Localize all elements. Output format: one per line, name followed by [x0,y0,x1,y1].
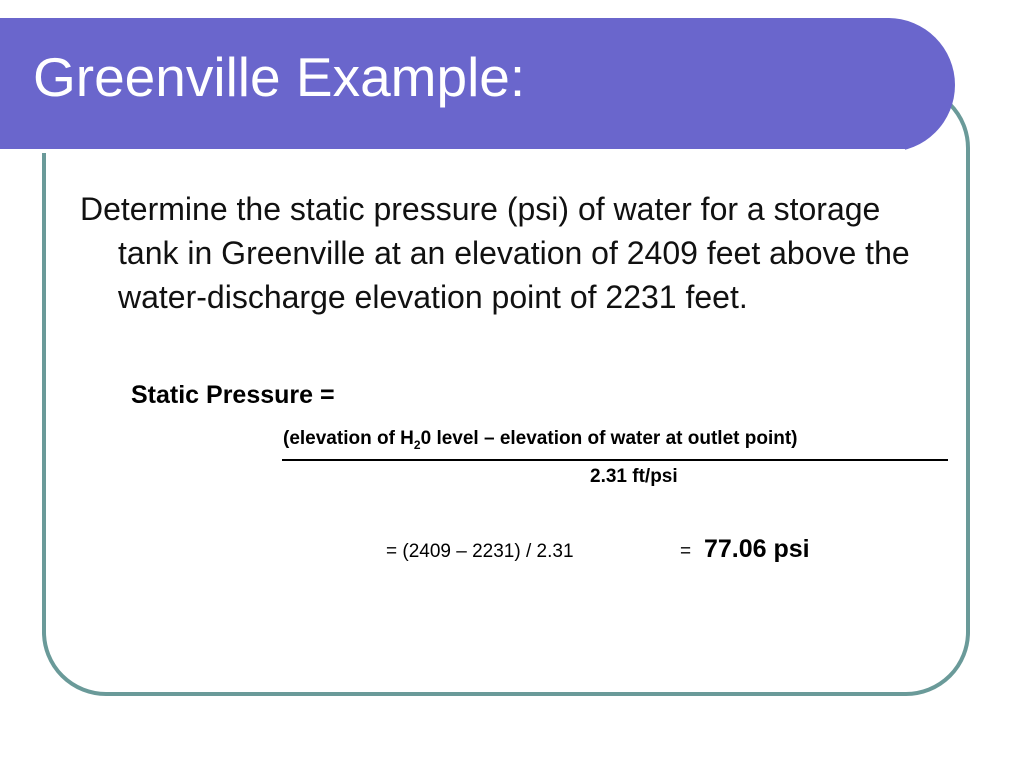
problem-statement: Determine the static pressure (psi) of water for a storage tank in Greenville at an elevation of 2409 feet above the water-discharge elevation point of 2231 feet. [80,191,910,315]
title-underline [0,149,905,153]
calculation-equals: = [680,541,692,562]
fraction-line [282,459,948,461]
slide-title: Greenville Example: [33,46,526,108]
static-pressure-label: Static Pressure = [131,381,335,409]
numerator-subscript: 2 [413,437,421,452]
numerator-text-end: 0 level – elevation of water at outlet point) [420,428,798,449]
calculation-result: 77.06 psi [704,535,810,563]
calculation-expression: = (2409 – 2231) / 2.31 [386,541,574,562]
numerator-text-start: (elevation of H [283,428,414,449]
formula-denominator: 2.31 ft/psi [590,466,678,487]
formula-numerator [283,428,798,450]
